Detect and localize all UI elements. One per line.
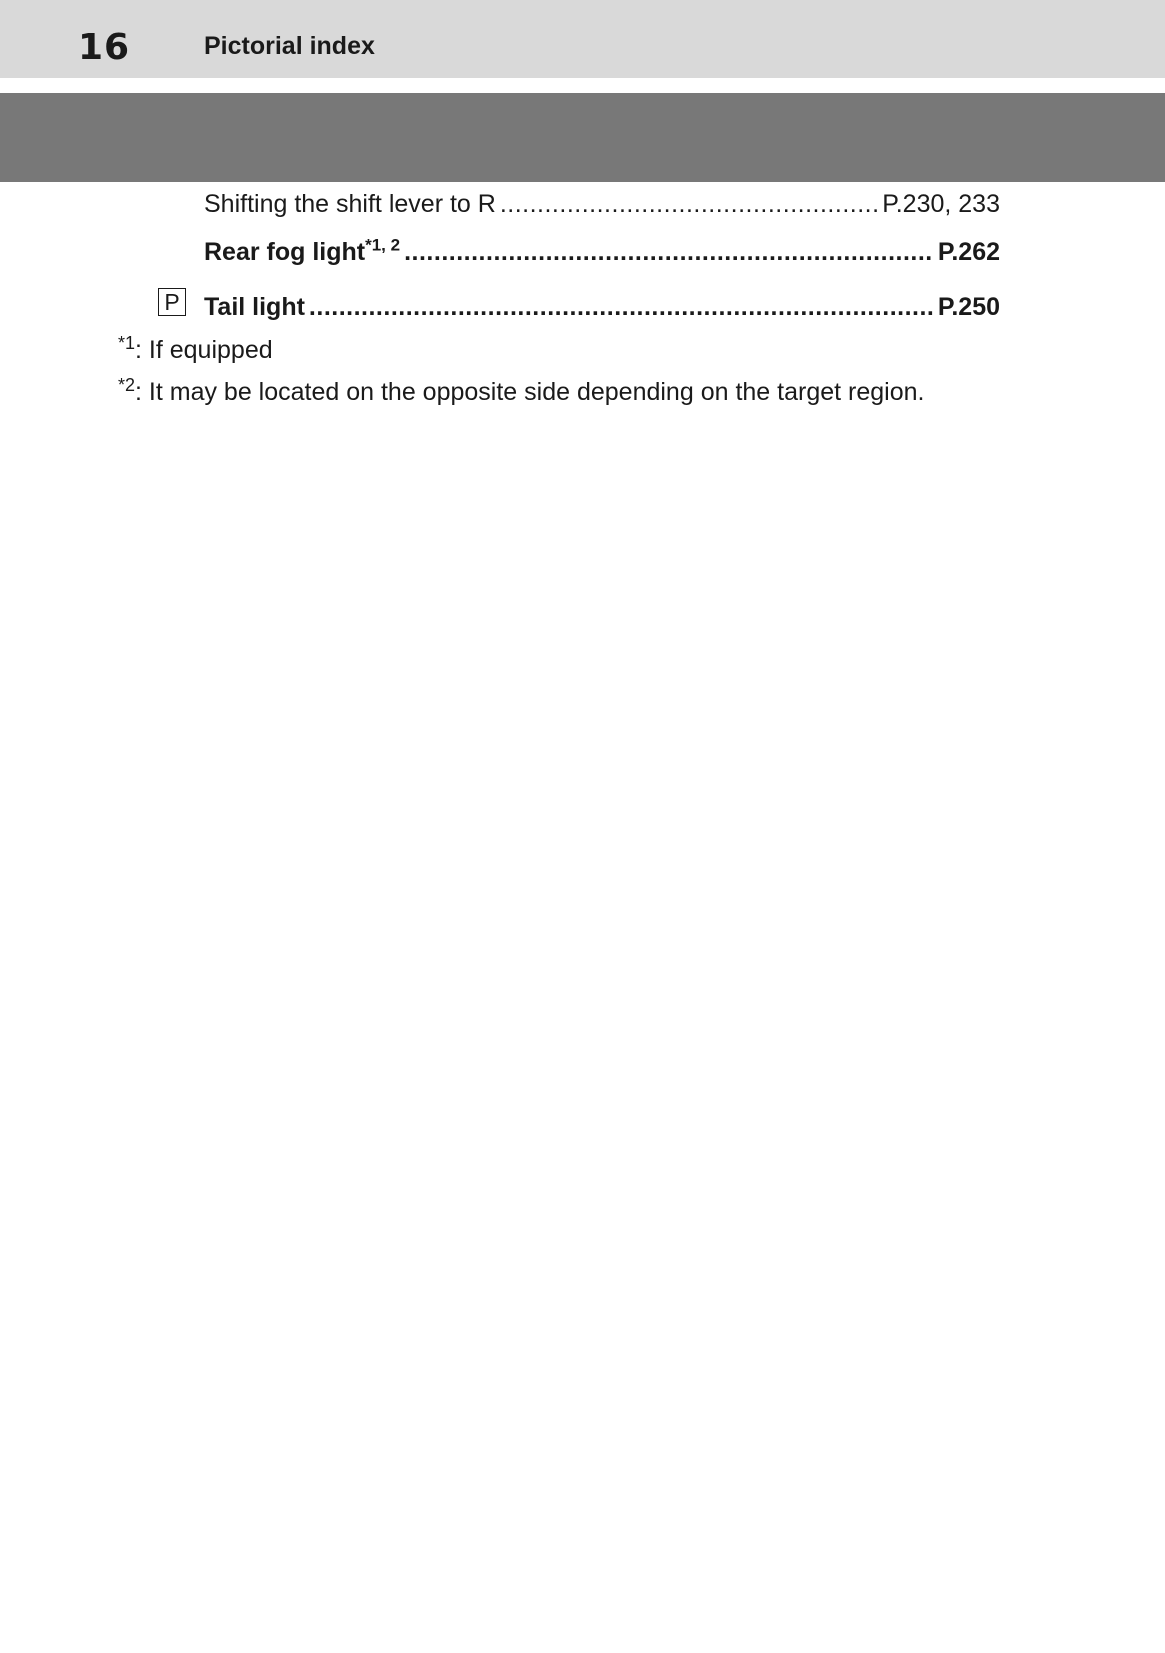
page-reference: P.262 bbox=[937, 238, 1000, 266]
footnote-mark: *1 bbox=[118, 333, 136, 353]
footnote-mark: *2 bbox=[118, 375, 136, 395]
dot-leader bbox=[404, 236, 934, 268]
footnote-2 bbox=[118, 376, 924, 408]
index-entry-shift-lever bbox=[204, 188, 1000, 220]
page-reference: P.230, 233 bbox=[882, 190, 1000, 218]
footnote-text: : It may be located on the opposite side depending on the target region. bbox=[135, 378, 925, 406]
entry-label-text: Rear fog light bbox=[204, 238, 366, 266]
section-title: Pictorial index bbox=[204, 32, 375, 60]
entry-label bbox=[204, 236, 400, 268]
page-number: 16 bbox=[78, 27, 131, 68]
dot-leader bbox=[309, 291, 934, 323]
page-header bbox=[0, 0, 1165, 78]
page-reference: P.250 bbox=[937, 293, 1000, 321]
footnote-1 bbox=[118, 334, 273, 366]
footnote-text: : If equipped bbox=[135, 336, 273, 364]
entry-label: Tail light bbox=[204, 293, 305, 321]
footnote-reference: *1, 2 bbox=[365, 235, 401, 255]
index-entry-tail-light bbox=[204, 291, 1000, 323]
entry-label: Shifting the shift lever to R bbox=[204, 190, 496, 218]
callout-marker-p: P bbox=[158, 288, 186, 316]
section-banner bbox=[0, 93, 1165, 182]
dot-leader bbox=[500, 188, 878, 220]
index-entry-rear-fog-light bbox=[204, 236, 1000, 268]
